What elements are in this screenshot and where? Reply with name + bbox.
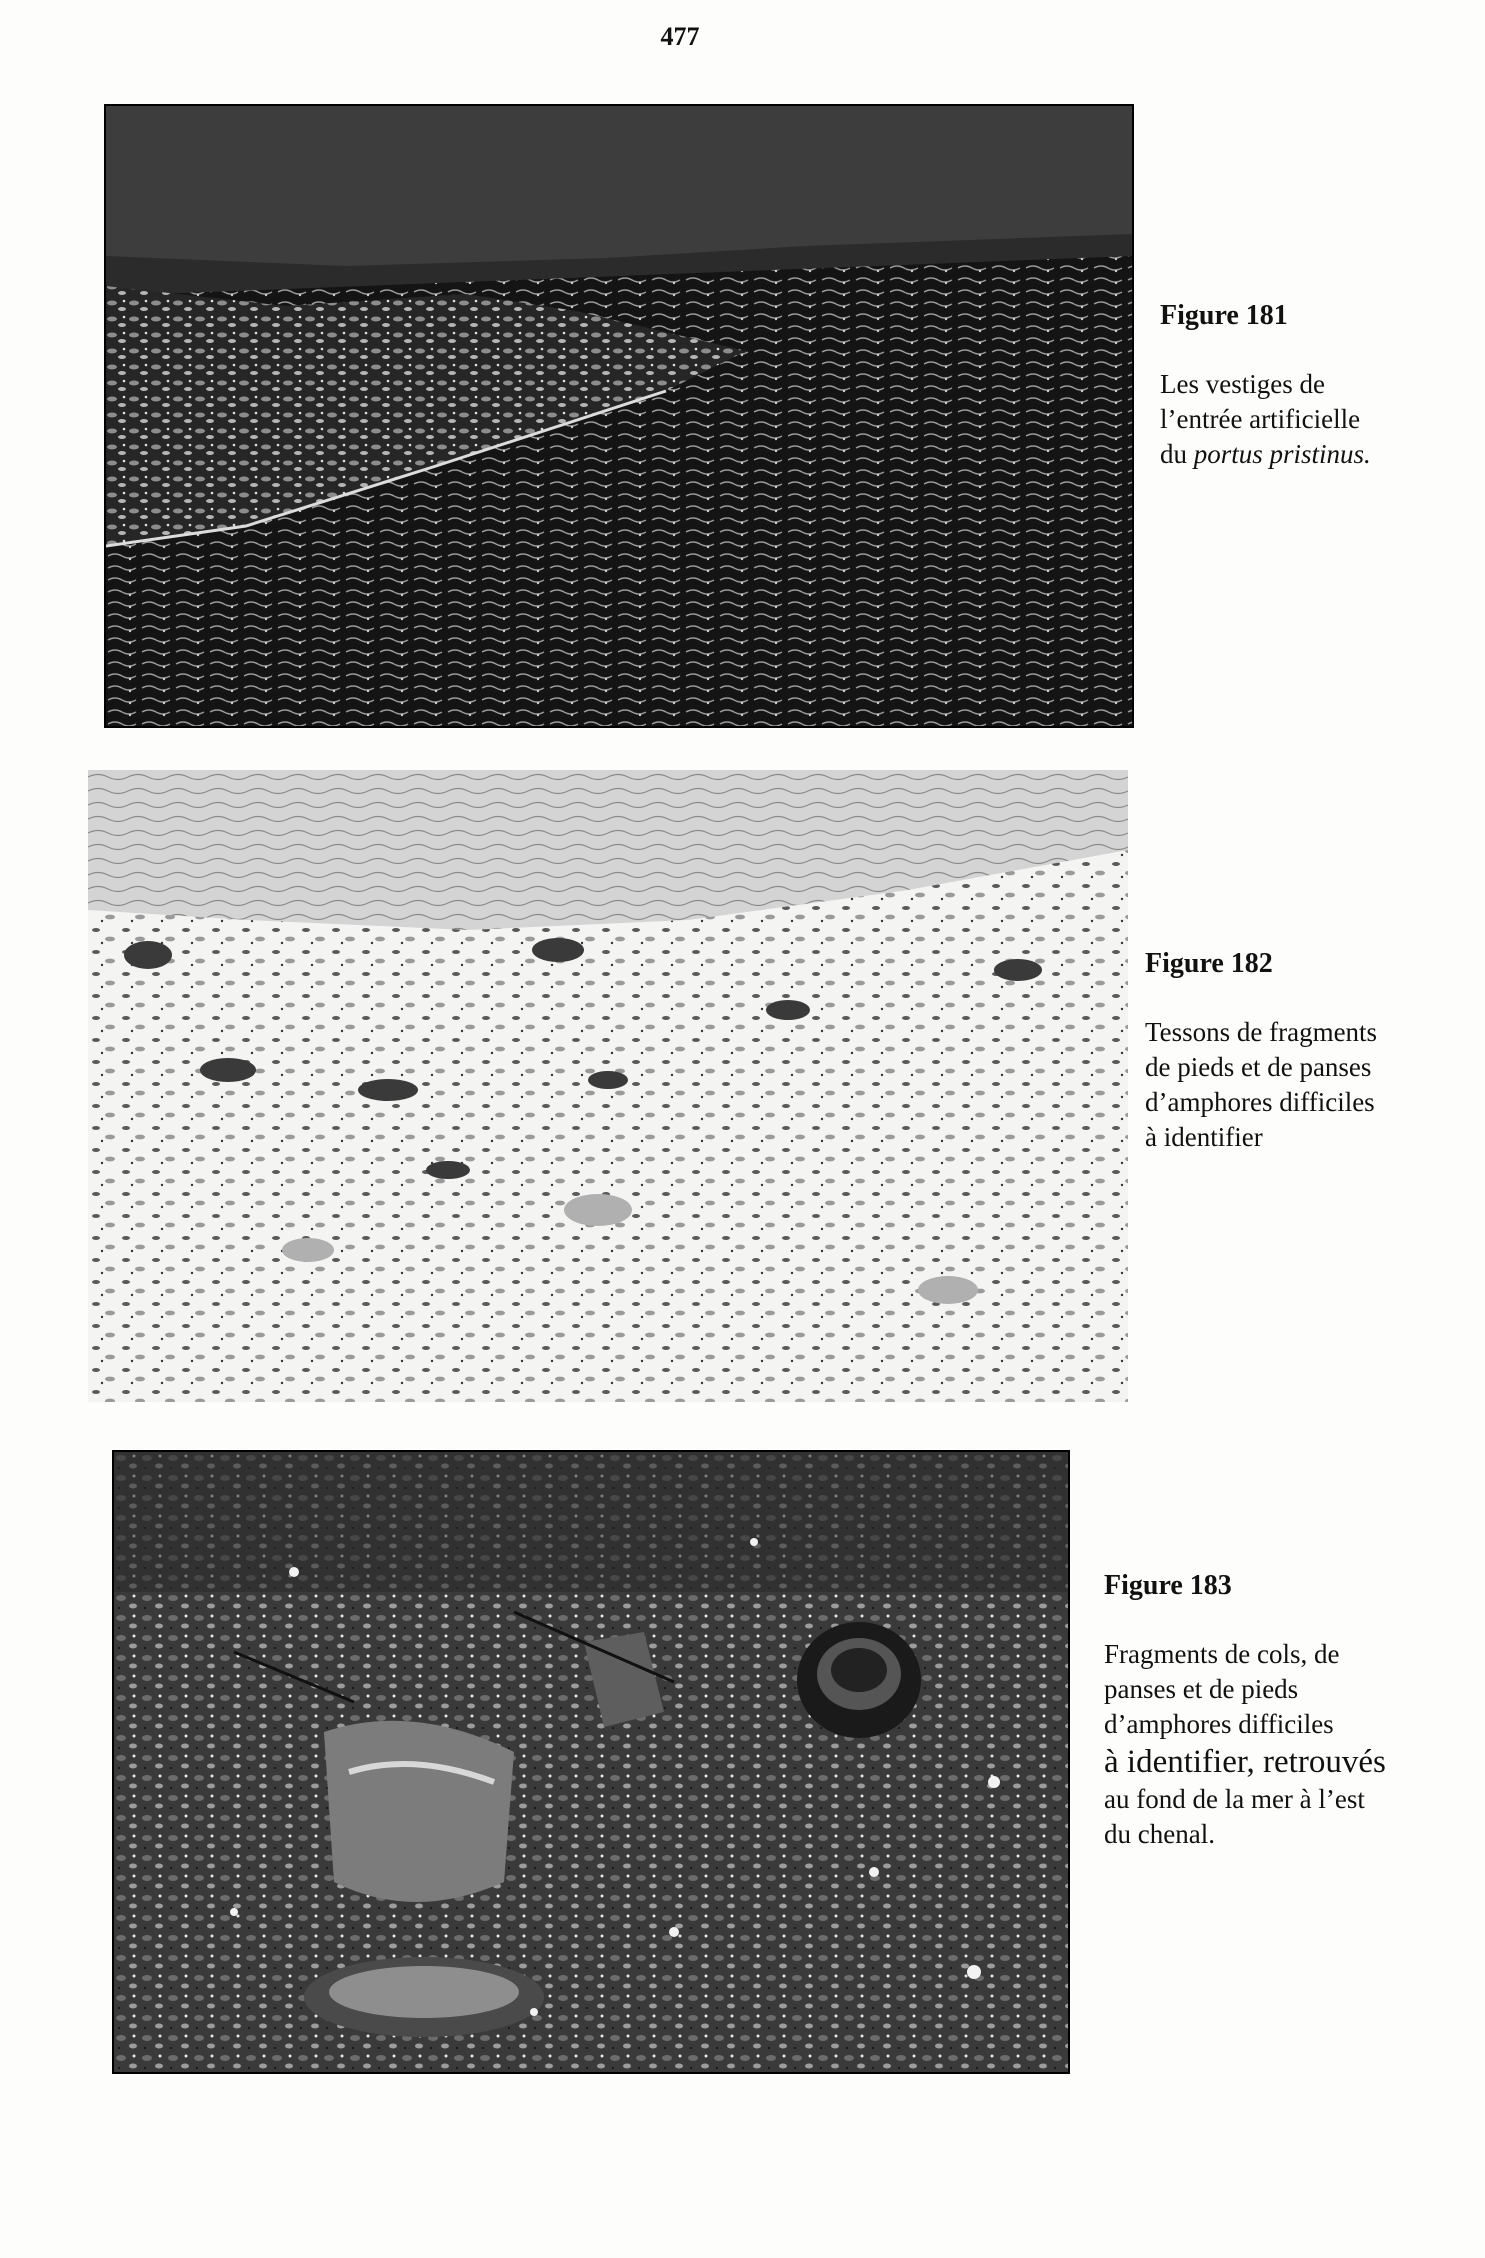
caption-italic-text: portus pristinus.: [1193, 439, 1371, 469]
caption-line: de pieds et de panses: [1145, 1052, 1372, 1082]
shore-sherds-photo: [88, 770, 1128, 1402]
caption-line: à identifier: [1145, 1122, 1263, 1152]
caption-line: l’entrée artificielle: [1160, 404, 1361, 434]
figure-183-caption: [1104, 1568, 1386, 1852]
page-number: 477: [660, 22, 700, 51]
figure-182-caption: [1145, 946, 1377, 1155]
figure-182-photo: [88, 770, 1128, 1402]
caption-line: au fond de la mer à l’est: [1104, 1784, 1365, 1814]
caption-text: du: [1160, 439, 1194, 469]
figure-181-title: Figure 181: [1160, 300, 1288, 331]
figure-183-title: Figure 183: [1104, 1570, 1232, 1601]
caption-line: d’amphores difficiles: [1145, 1087, 1375, 1117]
caption-line: du chenal.: [1104, 1819, 1215, 1849]
caption-line: à identifier, retrouvés: [1104, 1744, 1386, 1780]
caption-line: Tessons de fragments: [1145, 1017, 1378, 1047]
figure-181-photo: [104, 104, 1134, 728]
amphora-fragments-photo: [114, 1452, 1068, 2072]
shoreline-photo: [106, 106, 1132, 726]
caption-line: Fragments de cols, de: [1104, 1639, 1340, 1669]
caption-line: panses et de pieds: [1104, 1674, 1299, 1704]
figure-182-title: Figure 182: [1145, 948, 1273, 979]
caption-line: d’amphores difficiles: [1104, 1709, 1334, 1739]
figure-181-caption: [1160, 298, 1371, 472]
caption-line: Les vestiges de: [1160, 369, 1325, 399]
figure-183-photo: [112, 1450, 1070, 2074]
caption-line: [1160, 437, 1371, 472]
